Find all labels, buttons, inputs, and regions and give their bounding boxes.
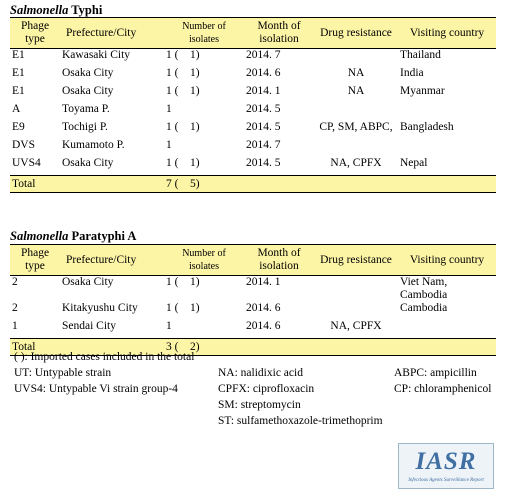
paratyphi-genus: Salmonella (10, 229, 69, 243)
note-abpc: ABPC: ampicillin (394, 367, 477, 379)
header-prefecture: Prefecture/City (60, 18, 164, 49)
typhi-section-title (10, 3, 102, 18)
cell-isolates: 1 ( 1) (166, 85, 200, 97)
note-ut: UT: Untypable strain (14, 367, 112, 379)
cell-month: 2014. 5 (246, 121, 281, 133)
paratyphi-section-title (10, 229, 136, 244)
cell-visiting-country (398, 103, 496, 121)
cell-drug-resistance (314, 302, 398, 320)
typhi-serovar: Typhi (71, 3, 103, 17)
cell-drug-resistance (314, 103, 398, 121)
typhi-total-row (10, 176, 496, 193)
cell-phage-type: E9 (12, 121, 25, 133)
cell-prefecture: Kumamoto P. (62, 139, 125, 151)
cell-visiting-country: India (400, 67, 424, 79)
table-row (10, 103, 496, 121)
cell-month: 2014. 6 (246, 67, 281, 79)
cell-drug-resistance (314, 139, 398, 157)
cell-prefecture: Toyama P. (62, 103, 110, 115)
table-row (10, 302, 496, 320)
cell-prefecture: Kitakyushu City (62, 302, 138, 314)
header-phage-type: Phage type (10, 18, 60, 49)
cell-phage-type: E1 (12, 49, 25, 61)
table-row (10, 139, 496, 157)
header-drug: Drug resistance (314, 18, 398, 49)
cell-month: 2014. 7 (246, 139, 281, 151)
header-country: Visiting country (398, 245, 496, 276)
paratyphi-rows (10, 276, 496, 339)
cell-drug-resistance: CP, SM, ABPC, (319, 121, 393, 133)
cell-prefecture: Kawasaki City (62, 49, 131, 61)
typhi-genus: Salmonella (10, 3, 69, 17)
cell-prefecture: Osaka City (62, 276, 114, 288)
total-label: Total (10, 176, 60, 193)
total-spacer (398, 339, 496, 356)
total-spacer (60, 176, 164, 193)
table-row (10, 320, 496, 339)
cell-month: 2014. 1 (246, 276, 281, 288)
cell-drug-resistance: NA (347, 85, 365, 97)
total-spacer (314, 176, 398, 193)
cell-visiting-country: Thailand (400, 49, 441, 61)
cell-prefecture: Osaka City (62, 157, 114, 169)
header-month: Month of isolation (244, 245, 314, 276)
cell-visiting-country: Bangladesh (400, 121, 454, 133)
cell-phage-type: UVS4 (12, 157, 41, 169)
total-label: Total (10, 339, 60, 356)
typhi-table (10, 17, 496, 193)
cell-month: 2014. 7 (246, 49, 281, 61)
total-spacer (244, 176, 314, 193)
cell-isolates: 1 ( 1) (166, 276, 200, 288)
typhi-header-row (10, 18, 496, 49)
table-row (10, 157, 496, 176)
cell-prefecture: Osaka City (62, 67, 114, 79)
table-row (10, 121, 496, 139)
note-cp: CP: chloramphenicol (394, 383, 492, 395)
table-row (10, 85, 496, 103)
iasr-logo-mark: IASR (415, 448, 477, 475)
cell-isolates: 1 ( 1) (166, 49, 200, 61)
cell-month: 2014. 5 (246, 157, 281, 169)
cell-visiting-country (398, 320, 496, 339)
paratyphi-serovar: Paratyphi A (71, 229, 137, 243)
cell-month: 2014. 6 (246, 320, 281, 332)
iasr-logo (398, 443, 494, 489)
cell-phage-type: DVS (12, 139, 36, 151)
total-count: 7 ( 5) (164, 176, 244, 193)
total-spacer (244, 339, 314, 356)
note-sm: SM: streptomycin (218, 399, 301, 411)
cell-phage-type: E1 (12, 85, 25, 97)
cell-phage-type: A (12, 103, 21, 115)
note-uvs4: UVS4: Untypable Vi strain group-4 (14, 383, 178, 395)
header-isolates: Number of isolates (164, 245, 244, 276)
cell-month: 2014. 1 (246, 85, 281, 97)
paratyphi-header-row (10, 245, 496, 276)
cell-phage-type: 2 (12, 276, 18, 288)
cell-prefecture: Tochigi P. (62, 121, 108, 133)
header-drug: Drug resistance (314, 245, 398, 276)
cell-prefecture: Sendai City (62, 320, 116, 332)
cell-drug-resistance: NA (347, 67, 365, 79)
note-na: NA: nalidixic acid (218, 367, 303, 379)
typhi-rows (10, 49, 496, 176)
header-isolates: Number of isolates (164, 18, 244, 49)
cell-isolates: 1 ( 1) (166, 157, 200, 169)
cell-isolates: 1 ( 1) (166, 302, 200, 314)
cell-drug-resistance: NA, CPFX (330, 157, 382, 169)
cell-isolates: 1 (166, 103, 172, 115)
cell-phage-type: 2 (12, 302, 18, 314)
cell-visiting-country: Myanmar (400, 85, 445, 97)
cell-month: 2014. 6 (246, 302, 281, 314)
iasr-logo-subtitle: Infectious Agents Surveillance Report (408, 478, 484, 483)
header-country: Visiting country (398, 18, 496, 49)
cell-isolates: 1 ( 1) (166, 67, 200, 79)
total-spacer (314, 339, 398, 356)
paratyphi-table (10, 244, 496, 356)
cell-drug-resistance (314, 49, 398, 68)
header-prefecture: Prefecture/City (60, 245, 164, 276)
note-imported: ( ): Imported cases included in the total (14, 351, 195, 363)
cell-drug-resistance (314, 276, 398, 303)
cell-phage-type: E1 (12, 67, 25, 79)
cell-isolates: 1 ( 1) (166, 121, 200, 133)
cell-drug-resistance: NA, CPFX (330, 320, 382, 332)
cell-isolates: 1 (166, 139, 172, 151)
cell-visiting-country: Viet Nam, Cambodia (400, 276, 448, 301)
cell-month: 2014. 5 (246, 103, 281, 115)
cell-visiting-country: Cambodia (400, 302, 448, 314)
cell-visiting-country: Nepal (400, 157, 428, 169)
table-row (10, 276, 496, 303)
table-row (10, 49, 496, 68)
total-spacer (398, 176, 496, 193)
note-cpfx: CPFX: ciprofloxacin (218, 383, 315, 395)
total-count: 3 ( 2) (164, 339, 244, 356)
cell-isolates: 1 (166, 320, 172, 332)
header-phage-type: Phage type (10, 245, 60, 276)
table-row (10, 67, 496, 85)
cell-visiting-country (398, 139, 496, 157)
note-st: ST: sulfamethoxazole-trimethoprim (218, 415, 383, 427)
cell-prefecture: Osaka City (62, 85, 114, 97)
header-month: Month of isolation (244, 18, 314, 49)
cell-phage-type: 1 (12, 320, 18, 332)
